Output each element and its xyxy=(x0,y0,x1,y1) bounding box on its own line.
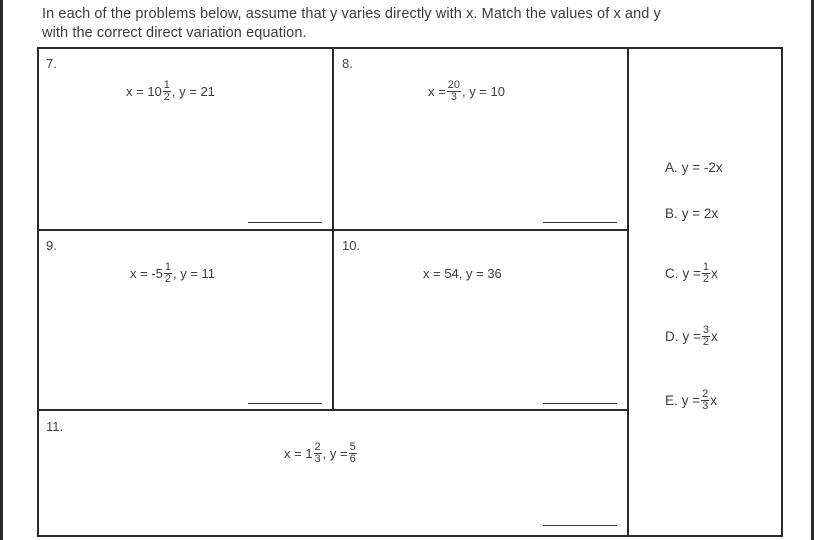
choice-b-letter: B. xyxy=(665,206,678,221)
problem-7-number: 7. xyxy=(46,56,57,71)
problem-7-y-text: , y = 21 xyxy=(171,84,215,99)
problem-8-x-fraction xyxy=(447,80,461,103)
choice-c-prefix: y = xyxy=(682,266,701,281)
row-divider-2 xyxy=(37,409,629,411)
problem-8-answer-blank xyxy=(543,222,617,223)
choice-c-numerator: 1 xyxy=(702,261,710,273)
choice-e xyxy=(665,389,717,412)
choice-e-suffix: x xyxy=(710,393,718,408)
problem-10-expression: x = 54, y = 36 xyxy=(423,266,502,281)
problem-9-answer-blank xyxy=(248,403,322,404)
choice-e-numerator: 2 xyxy=(702,388,709,400)
problem-7-answer-blank xyxy=(248,222,322,223)
left-edge-bar xyxy=(0,0,3,540)
choice-c-denominator: 2 xyxy=(702,273,710,285)
choice-a xyxy=(665,160,723,175)
choice-d-prefix: y = xyxy=(682,329,701,344)
choice-e-fraction xyxy=(701,389,709,412)
problem-9-expression xyxy=(130,262,215,285)
choice-c xyxy=(665,262,718,285)
problem-11-x-denominator: 3 xyxy=(314,453,321,465)
problem-7-x-numerator: 1 xyxy=(163,79,170,91)
choice-c-letter: C. xyxy=(665,266,679,281)
table-top-border xyxy=(37,47,783,49)
problem-11-x-fraction xyxy=(314,442,322,465)
choice-e-letter: E. xyxy=(665,393,678,408)
problem-8-number: 8. xyxy=(342,56,353,71)
choice-d-numerator: 3 xyxy=(702,324,710,336)
choice-e-denominator: 3 xyxy=(702,400,709,412)
problem-11-answer-blank xyxy=(543,525,617,526)
table-bottom-border xyxy=(37,535,783,537)
problem-9-x-fraction xyxy=(164,262,172,285)
problem-11-x-numerator: 2 xyxy=(314,441,321,453)
problem-10-answer-blank xyxy=(543,403,617,404)
choice-a-letter: A. xyxy=(665,160,678,175)
problem-11-y-prefix: , y = xyxy=(322,446,348,461)
problem-11-expression xyxy=(284,442,358,465)
problem-8-x-prefix: x = xyxy=(428,84,446,99)
choice-d-suffix: x xyxy=(711,329,718,344)
problem-7-x-prefix: x = 10 xyxy=(126,84,162,99)
problem-11-y-numerator: 5 xyxy=(349,441,356,453)
problem-11-number: 11. xyxy=(46,419,64,434)
problem-9-x-numerator: 1 xyxy=(164,261,171,273)
problem-7-x-fraction xyxy=(163,80,171,103)
problem-11-y-fraction xyxy=(349,442,357,465)
choice-d xyxy=(665,325,718,348)
choice-d-fraction xyxy=(702,325,710,348)
problem-8-expression xyxy=(428,80,505,103)
table-right-border xyxy=(781,47,783,537)
choice-d-letter: D. xyxy=(665,329,679,344)
problem-7-expression xyxy=(126,80,215,103)
choice-d-denominator: 2 xyxy=(702,336,710,348)
instructions-line-2: with the correct direct variation equation. xyxy=(42,25,307,41)
problem-11-y-denominator: 6 xyxy=(349,453,356,465)
problem-8-x-denominator: 3 xyxy=(450,91,457,103)
instructions-line-1: In each of the problems below, assume that y varies directly with x. Match the values of x and y xyxy=(42,6,661,22)
choice-c-suffix: x xyxy=(711,266,718,281)
choice-c-fraction xyxy=(702,262,710,285)
problem-8-x-numerator: 20 xyxy=(447,79,460,91)
problem-9-x-denominator: 2 xyxy=(164,273,171,285)
instructions xyxy=(42,5,782,43)
choice-a-equation: y = -2x xyxy=(681,160,723,175)
problem-9-number: 9. xyxy=(46,238,57,253)
problem-9-y-text: , y = 11 xyxy=(173,266,216,281)
choice-b-equation: y = 2x xyxy=(681,206,719,221)
problem-8-y-text: , y = 10 xyxy=(461,84,505,99)
problem-9-x-prefix: x = -5 xyxy=(130,266,163,281)
choice-b xyxy=(665,206,718,221)
table-left-border xyxy=(37,47,39,537)
column-divider-choices xyxy=(627,47,629,537)
problem-7-x-denominator: 2 xyxy=(163,91,170,103)
row-divider-1 xyxy=(37,229,629,231)
problem-11-x-prefix: x = 1 xyxy=(284,446,313,461)
choice-e-prefix: y = xyxy=(681,393,701,408)
problem-10-number: 10. xyxy=(342,238,361,253)
